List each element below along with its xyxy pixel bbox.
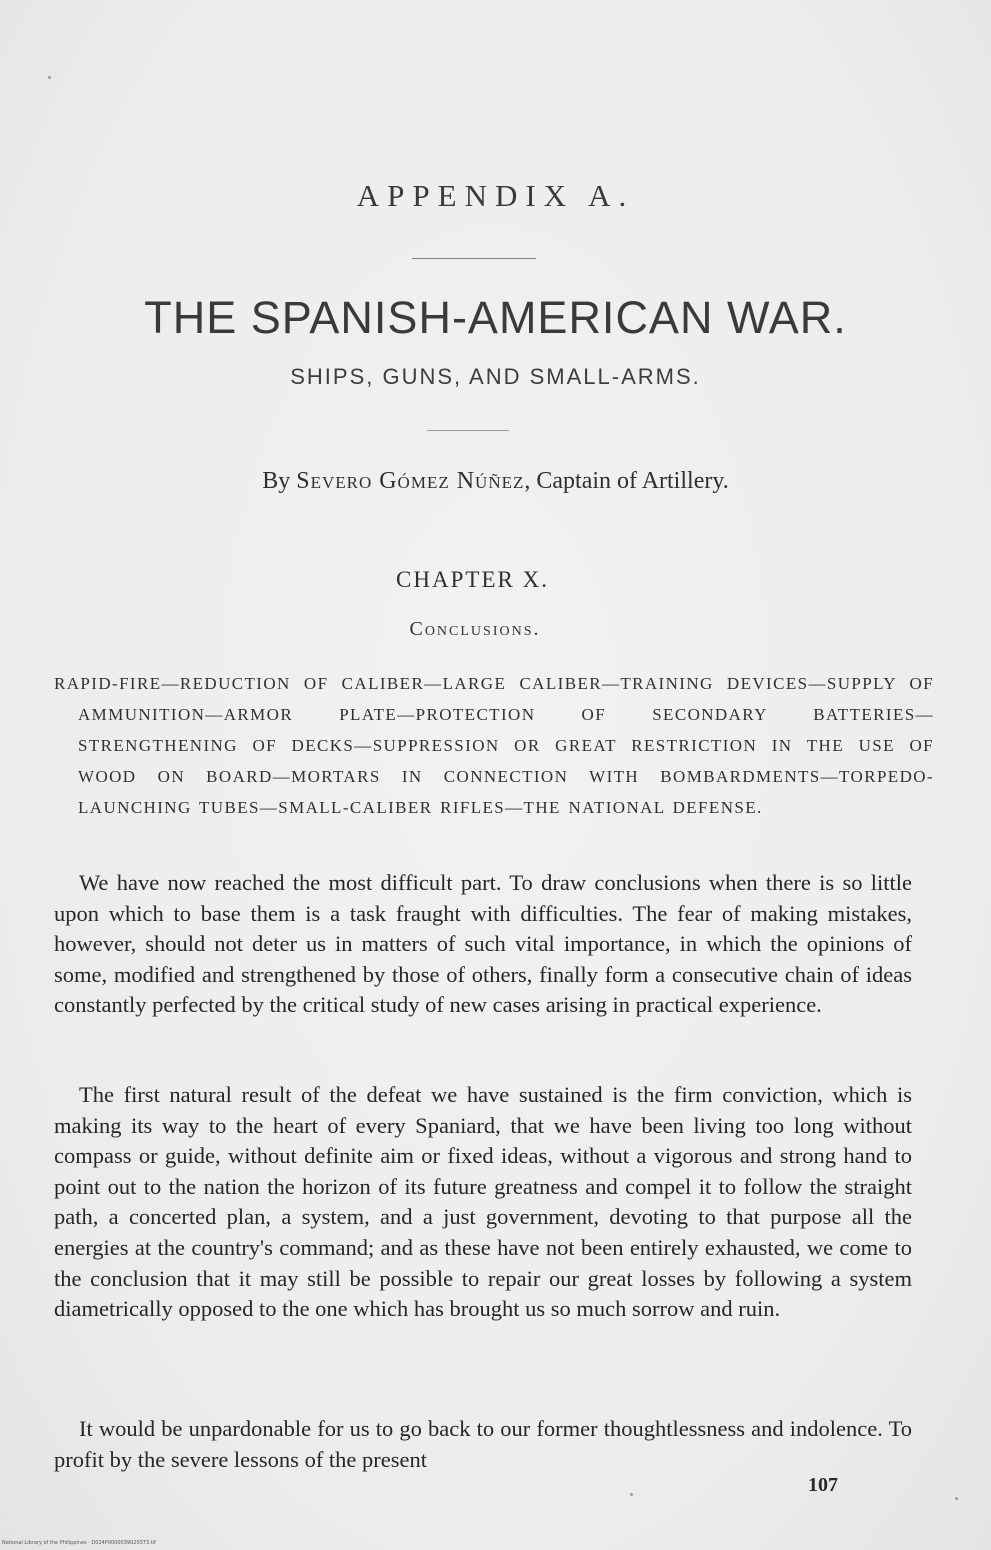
byline-prefix: By: [262, 468, 297, 494]
divider-rule-short: [427, 430, 509, 431]
author-name: Severo Gómez Núñez: [296, 468, 525, 494]
paper-speck: [48, 76, 51, 79]
page-number: 107: [808, 1474, 838, 1496]
body-paragraph-3: It would be unpardonable for us to go back to our former thoughtlessness and indolence. To profit by the severe lessons of the present: [54, 1416, 912, 1472]
author-rank: , Captain of Artillery.: [524, 468, 729, 494]
author-byline: [0, 468, 991, 495]
chapter-heading: CHAPTER X.: [396, 567, 549, 592]
scan-footer: National Library of the Philippines · D024P0000039020373.tif: [2, 1540, 156, 1546]
appendix-heading: APPENDIX A.: [356, 178, 635, 213]
page-title: THE SPANISH-AMERICAN WAR.: [144, 292, 847, 343]
chapter-summary: RAPID-FIRE—REDUCTION OF CALIBER—LARGE CALIBER—TRAINING DEVICES—SUPPLY OF AMMUNITION—ARMOR PLATE—PROTECTION OF SECONDARY BATTERIES—STRENGTHENING OF DECKS—SUPPRESSION OR GREAT RESTRICTION IN THE USE OF WOOD ON BOARD—MORTARS IN CONNECTION WITH BOMBARDMENTS—TORPEDO-LAUNCHING TUBES—SMALL-CALIBER RIFLES—THE NATIONAL DEFENSE.: [54, 674, 934, 817]
divider-rule: [412, 258, 536, 259]
body-paragraph-2: The first natural result of the defeat we have sustained is the firm conviction, which is making its way to the heart of every Spaniard, that we have been living too long without compass or guide, without definite aim or fixed ideas, without a vigorous and strong hand to point out to the nation the horizon of its future greatness and compel it to follow the straight path, a concerted plan, a system, and a just government, devoting to that purpose all the energies at the country's command; and as these have not been entirely exhausted, we come to the conclusion that it may still be possible to repair our great losses by following a system diametrically opposed to the one which has brought us so much sorrow and ruin.: [54, 1082, 912, 1322]
paper-speck: [955, 1497, 958, 1500]
page-subtitle: SHIPS, GUNS, AND SMALL-ARMS.: [290, 364, 701, 389]
body-paragraph-1: We have now reached the most difficult part. To draw conclusions when there is so little upon which to base them is a task fraught with difficulties. The fear of making mistakes, however, should not deter us in matters of such vital importance, in which the opinions of some, modified and strengthened by those of others, finally form a consecutive chain of ideas constantly perfected by the critical study of new cases arising in practical experience.: [54, 870, 912, 1018]
chapter-subheading: Conclusions.: [409, 618, 541, 640]
paper-speck: [630, 1493, 633, 1496]
